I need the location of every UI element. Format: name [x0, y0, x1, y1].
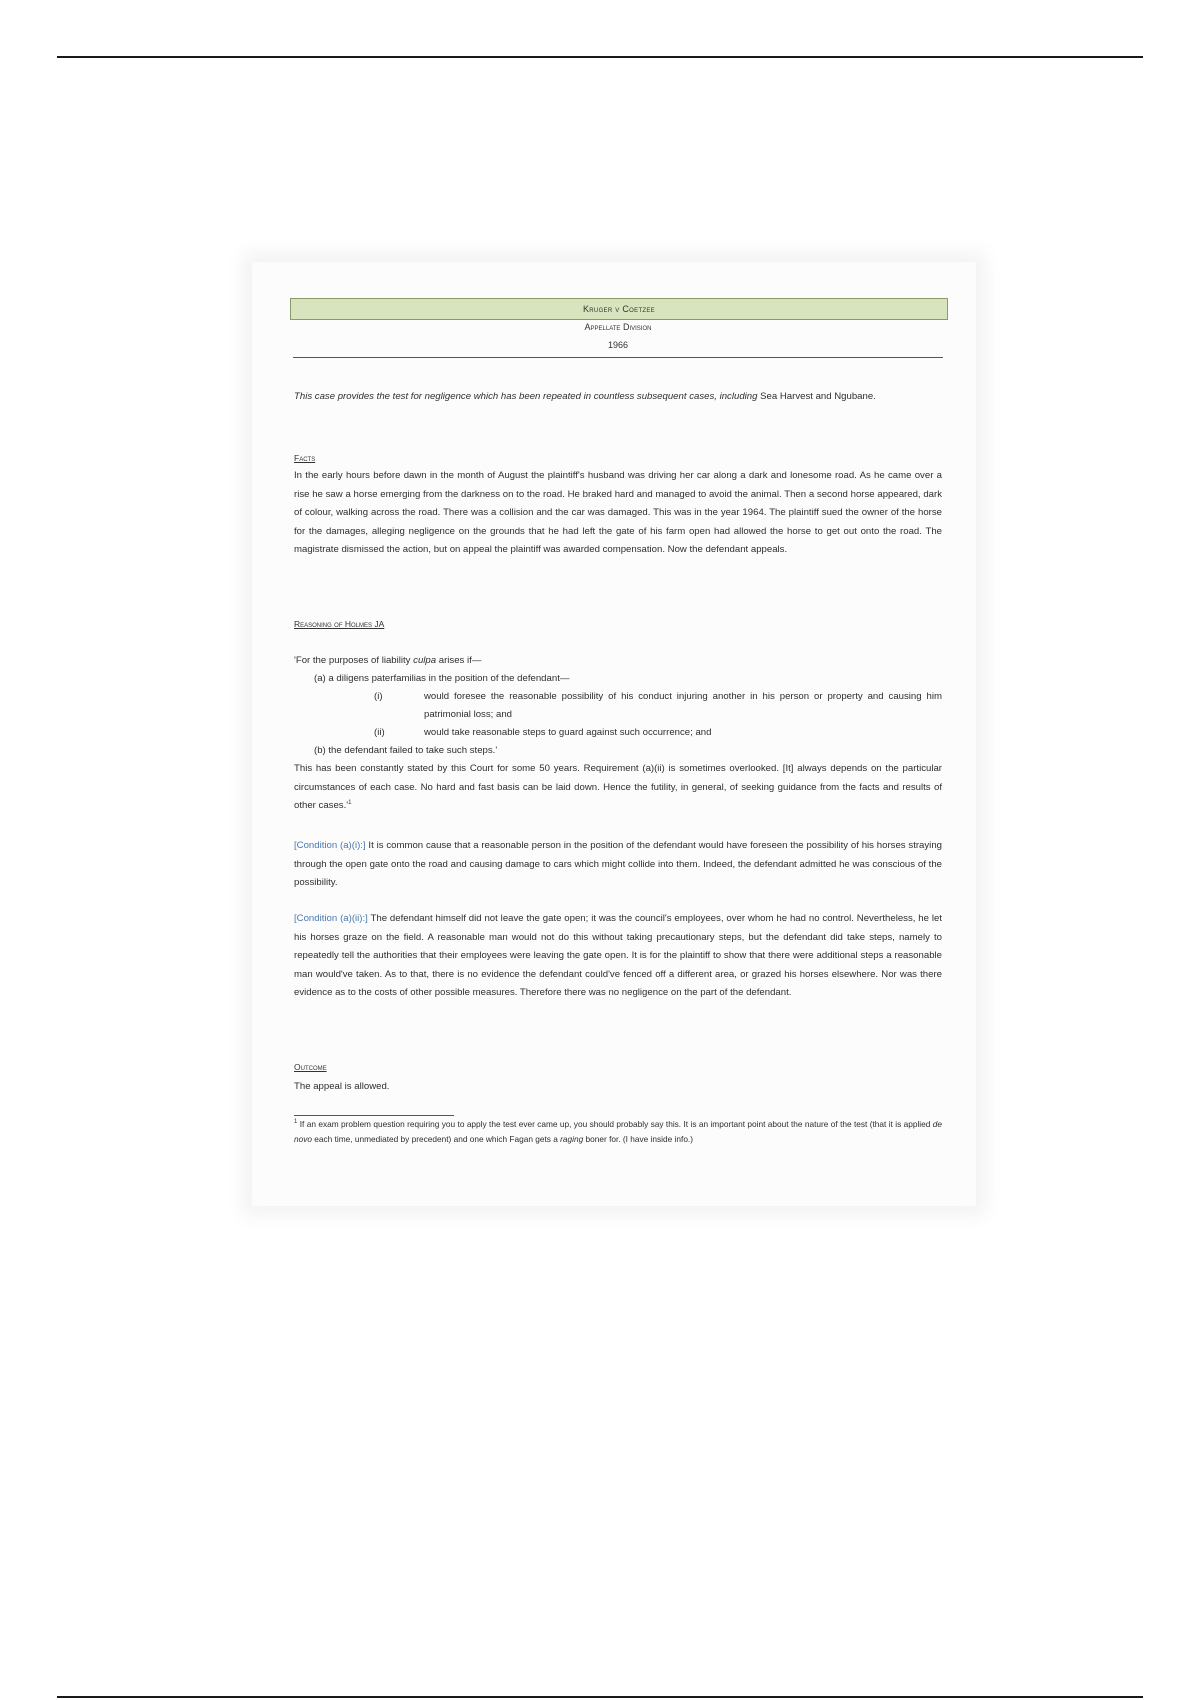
condition-ii-paragraph — [294, 910, 942, 1003]
outcome-heading: Outcome — [294, 1062, 327, 1072]
quote-intro-culpa: culpa — [413, 655, 437, 666]
footnote-text-3: boner for. (I have inside info.) — [583, 1133, 693, 1144]
intro-paragraph — [294, 388, 942, 407]
quote-item-b: (b) the defendant failed to take such steps.' — [314, 745, 498, 756]
quote-item-ii-text: would take reasonable steps to guard against such occurrence; and — [424, 727, 712, 738]
quote-item-a: (a) a diligens paterfamilias in the position of the defendant— — [314, 673, 570, 684]
condition-ii-text: The defendant himself did not leave the gate open; it was the council's employees, over whom he had no control. Nevertheless, he let his horses graze on the field. A reasonable man would not do this without taking precautionary steps, but the defendant did take steps, namely to repeatedly tell the authorities that their employees were leaving the gate open. It is for the plaintiff to show that there were additional steps a reasonable man would've taken. As to that, there is no evidence the defendant could've fenced off a different area, or grazed his horses elsewhere. Nor was there evidence as to the costs of other possible measures. Therefore there was no negligence on the part of the defendant. — [294, 913, 942, 998]
court-name: Appellate Division — [584, 322, 652, 332]
quote-intro-end: arises if— — [436, 655, 482, 666]
after-quote-paragraph — [294, 760, 942, 816]
document-page — [252, 262, 976, 1206]
quote-intro — [294, 652, 481, 670]
footnote-italic: de novo — [294, 1119, 942, 1144]
footnote-italic-2: raging — [560, 1133, 584, 1144]
bottom-rule — [57, 1696, 1143, 1698]
intro-italic: This case provides the test for negligence which has been repeated in countless subsequent cases, including — [294, 391, 761, 402]
footnote — [294, 1117, 942, 1146]
after-quote-text: This has been constantly stated by this Court for some 50 years. Requirement (a)(ii) is sometimes overlooked. [It] always depends on the particular circumstances of each case. No hard and fast basis can be laid down. Hence the futility, in general, of seeking guidance from the facts and results of other cases.' — [294, 763, 942, 811]
condition-i-paragraph — [294, 837, 942, 893]
outcome-paragraph: The appeal is allowed. — [294, 1081, 390, 1092]
quote-item-ii-label: (ii) — [374, 727, 385, 738]
footnote-ref[interactable]: 1 — [348, 799, 352, 806]
quote-item-i-label: (i) — [374, 691, 383, 702]
footnote-text-2: each time, unmediated by precedent) and one which Fagan gets a — [312, 1133, 561, 1144]
facts-paragraph: In the early hours before dawn in the month of August the plaintiff's husband was driving her car along a dark and lonesome road. As he came over a rise he saw a horse emerging from the darkness on to the road. He braked hard and managed to avoid the animal. Then a second horse appeared, dark of colour, walking across the road. There was a collision and the car was damaged. This was in the year 1964. The plaintiff sued the owner of the horse for the damages, alleging negligence on the grounds that he had left the gate of his farm open had allowed the horse to get out onto the road. The magistrate dismissed the action, but on appeal the plaintiff was awarded compensation. Now the defendant appeals. — [294, 470, 942, 555]
top-rule — [57, 56, 1143, 58]
reasoning-heading: Reasoning of Holmes JA — [294, 619, 385, 629]
case-year: 1966 — [607, 340, 629, 350]
case-title: Kruger v Coetzee — [290, 298, 948, 320]
header-rule — [293, 357, 943, 358]
facts-heading: Facts — [294, 453, 316, 463]
footnote-text-1: If an exam problem question requiring you to apply the test ever came up, you should probably say this. It is an important point about the nature of the test (that it is applied — [297, 1119, 933, 1129]
footnote-rule — [294, 1115, 454, 1116]
intro-cases: Sea Harvest and Ngubane. — [760, 391, 876, 402]
condition-i-label: [Condition (a)(i):] — [294, 840, 366, 851]
condition-i-text: It is common cause that a reasonable person in the position of the defendant would have foreseen the possibility of his horses straying through the open gate onto the road and causing damage to cars which might collide into them. Indeed, the defendant admitted he was conscious of the possibility. — [294, 840, 942, 888]
condition-ii-label: [Condition (a)(ii):] — [294, 913, 368, 924]
quote-item-i-text: would foresee the reasonable possibility of his conduct injuring another in his person or property and causing him patrimonial loss; and — [424, 691, 942, 720]
footnote-number: 1 — [294, 1119, 298, 1126]
quote-intro-text: 'For the purposes of liability — [294, 655, 414, 666]
